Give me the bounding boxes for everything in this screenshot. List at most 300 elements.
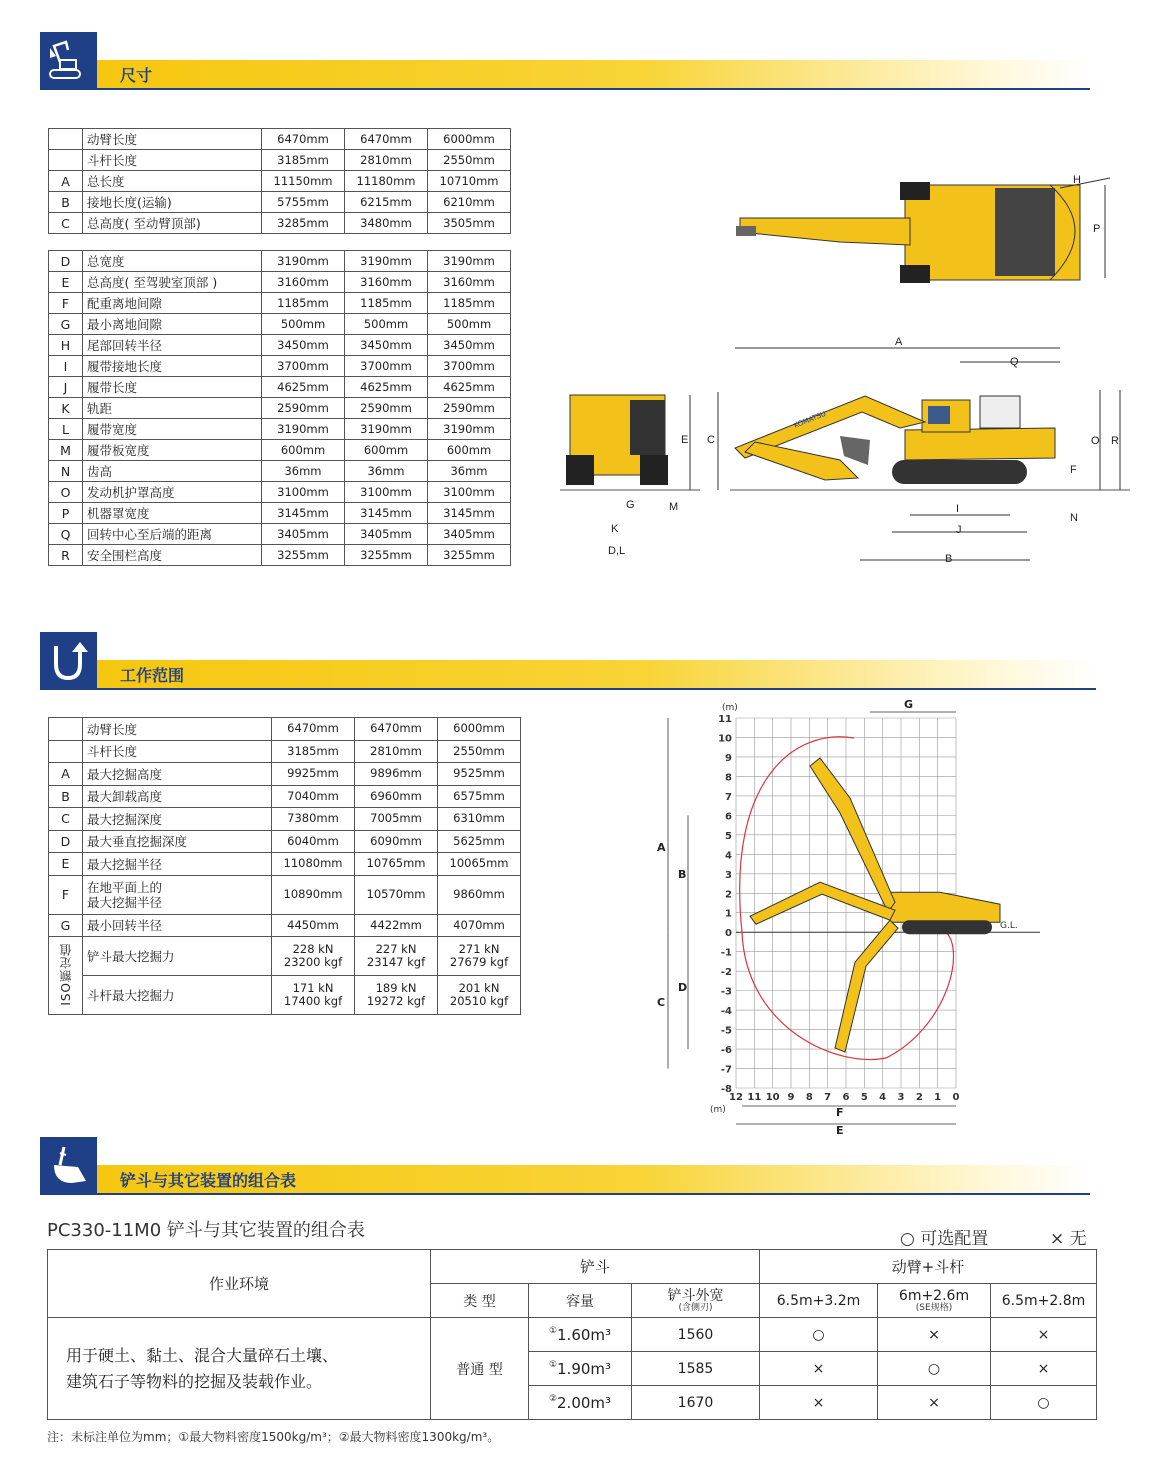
force-value [272, 937, 355, 976]
capacity-value: 2.00m³ [557, 1393, 612, 1412]
capacity-mark: ② [548, 1393, 558, 1404]
excavator-body [890, 892, 1000, 922]
x-tick-label: 1 [934, 1092, 942, 1103]
force-value [355, 976, 438, 1015]
row-name: 总高度( 至动臂顶部) [83, 213, 262, 234]
table-row [49, 213, 511, 234]
excavator-front-view [560, 392, 718, 490]
row-value: 10570mm [355, 875, 438, 914]
row-value: 2590mm [262, 398, 345, 419]
row-value: 2550mm [428, 150, 511, 171]
row-value: 11080mm [272, 853, 355, 876]
config-mark: × [991, 1318, 1097, 1352]
y-tick-label: 3 [725, 869, 732, 881]
dimension-diagram [540, 160, 1130, 580]
row-name-line: 在地平面上的 [87, 879, 163, 895]
excavator-track [902, 920, 992, 934]
dimensions-table-head [48, 128, 511, 234]
config-mark: ○ [878, 1352, 991, 1386]
row-key: H [49, 335, 83, 356]
force-value-line: 19272 kgf [366, 994, 426, 1008]
x-tick-label: 11 [747, 1092, 762, 1103]
y-tick-label: -5 [720, 1025, 732, 1037]
y-tick-label: 4 [725, 850, 732, 862]
row-value: 6000mm [428, 129, 511, 150]
row-value: 3190mm [262, 251, 345, 272]
row-value: 6215mm [345, 192, 428, 213]
row-value: 6040mm [272, 830, 355, 853]
ground-level-label: G.L. [1000, 921, 1018, 932]
row-key: C [49, 213, 83, 234]
row-value: 10065mm [438, 853, 521, 876]
row-value: 600mm [345, 440, 428, 461]
row-value: 3450mm [428, 335, 511, 356]
force-value-line: 171 kN [292, 981, 334, 995]
row-value: 3145mm [345, 503, 428, 524]
combo-row [48, 1318, 1097, 1352]
row-value: 3190mm [428, 251, 511, 272]
row-value: 1185mm [345, 293, 428, 314]
boom-dig [835, 920, 898, 1052]
row-value: 3450mm [345, 335, 428, 356]
table-row [49, 763, 521, 786]
working-range-table [48, 717, 521, 1015]
row-value: 3100mm [262, 482, 345, 503]
label-DL: D,L [608, 545, 626, 557]
bucket-icon [40, 1137, 97, 1195]
label-R: R [1111, 435, 1119, 447]
row-name: 最大挖掘深度 [83, 808, 272, 831]
iso-label: ISO额定值 [59, 942, 73, 1006]
excavator-side-view [730, 348, 1130, 560]
force-row [49, 976, 521, 1015]
table-row [49, 440, 511, 461]
row-value: 10890mm [272, 875, 355, 914]
table-row [49, 482, 511, 503]
row-name: 动臂长度 [83, 129, 262, 150]
unit-label: (m) [710, 1105, 726, 1115]
row-name: 最大卸载高度 [83, 785, 272, 808]
row-name: 发动机护罩高度 [83, 482, 262, 503]
row-key: B [49, 192, 83, 213]
row-value: 10710mm [428, 171, 511, 192]
row-name: 履带板宽度 [83, 440, 262, 461]
row-value: 3505mm [428, 213, 511, 234]
row-value: 3190mm [345, 251, 428, 272]
row-name: 总宽度 [83, 251, 262, 272]
table-row [49, 461, 511, 482]
row-key: E [49, 853, 83, 876]
row-value: 3405mm [262, 524, 345, 545]
row-value: 9925mm [272, 763, 355, 786]
table-row [49, 377, 511, 398]
y-tick-label: 10 [718, 733, 732, 745]
row-name: 轨距 [83, 398, 262, 419]
table-row [49, 914, 521, 937]
x-tick-label: 3 [897, 1092, 905, 1103]
row-value: 6210mm [428, 192, 511, 213]
row-value: 3450mm [262, 335, 345, 356]
row-key: E [49, 272, 83, 293]
label-K: K [611, 523, 619, 535]
table-row [49, 293, 511, 314]
row-value: 3255mm [428, 545, 511, 566]
force-value [272, 976, 355, 1015]
row-key [49, 740, 83, 763]
cfg2-label: 6m+2.6m [898, 1287, 970, 1304]
section-header-dimensions [40, 32, 1090, 90]
width-value: 1670 [632, 1386, 760, 1420]
row-value: 6960mm [355, 785, 438, 808]
row-value: 36mm [345, 461, 428, 482]
x-tick-label: 7 [824, 1092, 832, 1103]
row-value: 600mm [262, 440, 345, 461]
row-key: O [49, 482, 83, 503]
x-tick-label: 12 [729, 1092, 743, 1103]
row-name: 机器罩宽度 [83, 503, 262, 524]
row-value: 3190mm [428, 419, 511, 440]
capacity-cell [529, 1352, 632, 1386]
row-name: 接地长度(运输) [83, 192, 262, 213]
boom-arm-header: 动臂+斗杆 [760, 1250, 1097, 1284]
row-value: 4625mm [428, 377, 511, 398]
y-tick-label: 2 [725, 889, 732, 901]
row-key: A [49, 171, 83, 192]
row-key: A [49, 763, 83, 786]
row-value: 3700mm [262, 356, 345, 377]
row-name: 总高度( 至驾驶室顶部 ) [83, 272, 262, 293]
row-key [49, 718, 83, 741]
row-value: 2590mm [345, 398, 428, 419]
y-tick-label: 7 [725, 791, 732, 803]
table-row [49, 356, 511, 377]
row-value: 11150mm [262, 171, 345, 192]
label-O: O [1091, 435, 1100, 447]
x-tick-label: 9 [787, 1092, 795, 1103]
y-tick-label: -6 [720, 1045, 732, 1057]
table-row [49, 808, 521, 831]
row-value: 4450mm [272, 914, 355, 937]
table-row [49, 192, 511, 213]
width-value: 1585 [632, 1352, 760, 1386]
x-tick-label: 4 [879, 1092, 887, 1103]
y-tick-label: 1 [725, 908, 732, 920]
y-tick-label: 6 [725, 811, 732, 823]
env-line: 建筑石子等物料的挖掘及装载作业。 [66, 1371, 323, 1391]
x-tick-label: 10 [765, 1092, 780, 1103]
y-tick-label: -8 [720, 1084, 732, 1095]
table-row [49, 503, 511, 524]
y-tick-label: 11 [718, 714, 732, 725]
row-value: 5755mm [262, 192, 345, 213]
capacity-mark: ① [548, 1359, 558, 1370]
table-row [49, 830, 521, 853]
table-row [49, 129, 511, 150]
row-value: 7380mm [272, 808, 355, 831]
force-value-line: 27679 kgf [449, 955, 509, 969]
force-value-line: 189 kN [375, 981, 417, 995]
row-key: C [49, 808, 83, 831]
row-name: 最小回转半径 [83, 914, 272, 937]
width-header-note: (含侧刃) [678, 1302, 713, 1313]
row-value: 3480mm [345, 213, 428, 234]
force-value-line: 23147 kgf [366, 955, 426, 969]
row-key: R [49, 545, 83, 566]
type-value: 普通 型 [431, 1318, 529, 1420]
section-title: 铲斗与其它装置的组合表 [120, 1171, 297, 1190]
dimension-label-E: E [836, 1124, 844, 1137]
row-value: 36mm [428, 461, 511, 482]
boom-reach [750, 882, 895, 924]
y-tick-label: -3 [720, 986, 732, 998]
table-row [49, 419, 511, 440]
x-tick-label: 0 [952, 1092, 960, 1103]
legend-optional: ○ 可选配置 [900, 1229, 989, 1249]
label-P: P [1093, 223, 1101, 235]
force-value-line: 228 kN [292, 942, 334, 956]
label-F: F [1070, 464, 1077, 476]
table-row [49, 335, 511, 356]
capacity-cell [529, 1386, 632, 1420]
row-name: 总长度 [83, 171, 262, 192]
working-range-chart [640, 696, 1060, 1146]
row-value: 7040mm [272, 785, 355, 808]
dimension-label-G: G [904, 698, 914, 711]
row-value: 5625mm [438, 830, 521, 853]
row-value: 4070mm [438, 914, 521, 937]
label-B: B [945, 553, 953, 565]
x-tick-label: 5 [860, 1092, 868, 1103]
y-tick-label: -7 [720, 1064, 732, 1076]
label-J: J [956, 524, 962, 536]
row-value: 6470mm [345, 129, 428, 150]
row-value: 1185mm [428, 293, 511, 314]
row-name-line: 最大挖掘半径 [87, 894, 163, 910]
row-value: 500mm [262, 314, 345, 335]
row-name: 最大挖掘高度 [83, 763, 272, 786]
dimension-label-D: D [678, 981, 688, 994]
row-name: 斗杆最大挖掘力 [83, 976, 272, 1015]
row-value: 4422mm [355, 914, 438, 937]
row-value: 9860mm [438, 875, 521, 914]
dimensions-table-body [48, 250, 511, 566]
dimension-label-C: C [657, 996, 666, 1009]
force-value-line: 23200 kgf [283, 955, 343, 969]
config-mark: × [991, 1352, 1097, 1386]
row-key: F [49, 875, 83, 914]
table-row [49, 272, 511, 293]
row-value: 6470mm [272, 718, 355, 741]
row-key: D [49, 830, 83, 853]
label-E: E [681, 434, 689, 446]
row-name: 斗杆长度 [83, 150, 262, 171]
cfg2-note: (SE规格) [915, 1302, 953, 1313]
row-key: F [49, 293, 83, 314]
row-value: 36mm [262, 461, 345, 482]
section-band [97, 660, 1096, 690]
cfg1-header: 6.5m+3.2m [760, 1284, 878, 1318]
label-C: C [707, 434, 715, 446]
config-mark: × [760, 1352, 878, 1386]
unit-label: (m) [722, 703, 738, 713]
excavator-icon [40, 32, 97, 90]
capacity-value: 1.60m³ [557, 1325, 612, 1344]
y-tick-label: 5 [725, 830, 732, 842]
row-key: N [49, 461, 83, 482]
width-header [632, 1284, 760, 1318]
cfg3-header: 6.5m+2.8m [991, 1284, 1097, 1318]
y-tick-label: 9 [725, 752, 732, 764]
row-value: 4625mm [262, 377, 345, 398]
row-value: 3405mm [345, 524, 428, 545]
row-value: 3160mm [262, 272, 345, 293]
row-value: 3145mm [262, 503, 345, 524]
table-row [49, 785, 521, 808]
table-row [49, 398, 511, 419]
table-row [49, 718, 521, 741]
row-value: 6470mm [262, 129, 345, 150]
row-value: 9896mm [355, 763, 438, 786]
table-row [49, 875, 521, 914]
row-name: 铲斗最大挖掘力 [83, 937, 272, 976]
section-band [97, 60, 1090, 90]
force-value [438, 976, 521, 1015]
table-row [49, 853, 521, 876]
row-value: 3100mm [345, 482, 428, 503]
row-name: 履带宽度 [83, 419, 262, 440]
label-I: I [956, 503, 960, 515]
row-name: 履带接地长度 [83, 356, 262, 377]
row-value: 3700mm [345, 356, 428, 377]
section-header-combination [40, 1137, 1090, 1195]
bucket-header: 铲斗 [431, 1250, 760, 1284]
row-value: 3145mm [428, 503, 511, 524]
row-key: M [49, 440, 83, 461]
row-key [49, 129, 83, 150]
row-value: 4625mm [345, 377, 428, 398]
row-key: G [49, 914, 83, 937]
cfg2-header [878, 1284, 991, 1318]
row-value: 3160mm [345, 272, 428, 293]
row-value: 3185mm [262, 150, 345, 171]
row-name: 斗杆长度 [83, 740, 272, 763]
row-key: K [49, 398, 83, 419]
force-value-line: 201 kN [458, 981, 500, 995]
row-value: 3255mm [262, 545, 345, 566]
excavator-top-view [736, 178, 1110, 283]
row-key: L [49, 419, 83, 440]
row-name: 履带长度 [83, 377, 262, 398]
row-name: 最小离地间隙 [83, 314, 262, 335]
combination-title: PC330-11M0 铲斗与其它装置的组合表 [47, 1220, 365, 1241]
force-value [438, 937, 521, 976]
label-N: N [1070, 512, 1078, 524]
row-value: 3255mm [345, 545, 428, 566]
brand-label: KOMATSU [792, 409, 828, 430]
row-name [83, 875, 272, 914]
row-value: 2810mm [355, 740, 438, 763]
row-value: 3405mm [428, 524, 511, 545]
label-Q: Q [1010, 356, 1019, 368]
table-row [49, 524, 511, 545]
row-value: 3160mm [428, 272, 511, 293]
row-value: 6000mm [438, 718, 521, 741]
config-mark: × [878, 1386, 991, 1420]
row-value: 500mm [345, 314, 428, 335]
row-key [49, 150, 83, 171]
row-key: Q [49, 524, 83, 545]
row-value: 3100mm [428, 482, 511, 503]
force-value-line: 271 kN [458, 942, 500, 956]
capacity-cell [529, 1318, 632, 1352]
row-name: 尾部回转半径 [83, 335, 262, 356]
y-tick-label: -4 [720, 1006, 732, 1018]
force-row [49, 937, 521, 976]
row-name: 动臂长度 [83, 718, 272, 741]
table-row [49, 545, 511, 566]
combination-table [47, 1249, 1097, 1420]
y-tick-label: -2 [720, 967, 732, 979]
dimension-label-B: B [678, 868, 687, 881]
label-H: H [1073, 174, 1081, 186]
force-value [355, 937, 438, 976]
arc-arrow-icon [40, 632, 97, 690]
y-tick-label: 0 [725, 928, 732, 940]
row-value: 500mm [428, 314, 511, 335]
row-value: 2810mm [345, 150, 428, 171]
row-value: 6470mm [355, 718, 438, 741]
row-value: 9525mm [438, 763, 521, 786]
y-tick-label: 8 [725, 772, 732, 784]
table-row [49, 171, 511, 192]
x-tick-label: 8 [805, 1092, 813, 1103]
config-mark: × [878, 1318, 991, 1352]
force-value-line: 227 kN [375, 942, 417, 956]
table-row [49, 740, 521, 763]
table-row [49, 314, 511, 335]
row-value: 3190mm [262, 419, 345, 440]
row-key: I [49, 356, 83, 377]
capacity-mark: ① [548, 1325, 558, 1336]
row-value: 2550mm [438, 740, 521, 763]
table-row [49, 150, 511, 171]
row-name: 最大垂直挖掘深度 [83, 830, 272, 853]
capacity-header: 容量 [529, 1284, 632, 1318]
row-name: 配重离地间隙 [83, 293, 262, 314]
row-value: 6575mm [438, 785, 521, 808]
section-title: 工作范围 [120, 666, 185, 685]
row-value: 3190mm [345, 419, 428, 440]
env-line: 用于硬土、黏土、混合大量碎石土壤、 [66, 1345, 339, 1365]
row-value: 1185mm [262, 293, 345, 314]
row-value: 2590mm [428, 398, 511, 419]
width-value: 1560 [632, 1318, 760, 1352]
row-value: 6310mm [438, 808, 521, 831]
row-key: P [49, 503, 83, 524]
row-value: 600mm [428, 440, 511, 461]
label-A: A [895, 336, 903, 348]
row-value: 3700mm [428, 356, 511, 377]
width-header-label: 铲斗外宽 [667, 1287, 724, 1304]
row-value: 3185mm [272, 740, 355, 763]
label-G: G [626, 499, 635, 511]
row-value: 10765mm [355, 853, 438, 876]
section-header-working-range [40, 632, 1096, 690]
env-header: 作业环境 [48, 1250, 431, 1318]
capacity-value: 1.90m³ [557, 1359, 612, 1378]
label-M: M [669, 501, 679, 513]
y-tick-label: -1 [720, 947, 732, 959]
